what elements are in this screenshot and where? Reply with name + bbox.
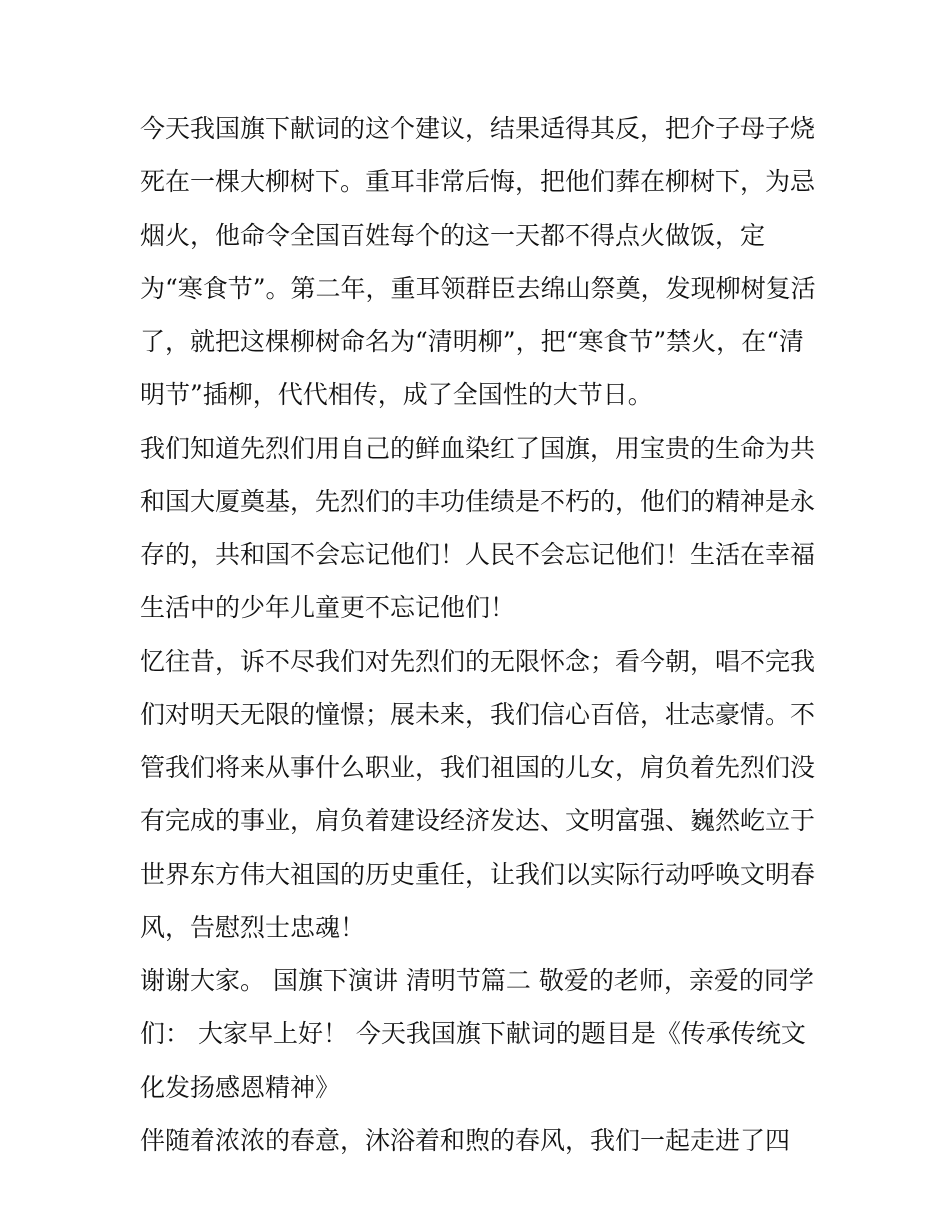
- text-line-3: 烟火，他命令全国百姓每个的这一天都不得点火做饭，定: [140, 220, 766, 250]
- text-line-9: 存的，共和国不会忘记他们！人民不会忘记他们！生活在幸福: [140, 540, 816, 569]
- text-line-7: 我们知道先烈们用自己的鲜血染红了国旗，用宝贵的生命为共: [140, 433, 816, 463]
- text-line-15: 世界东方伟大祖国的历史重任，让我们以实际行动呼唤文明春: [140, 859, 816, 889]
- text-line-6: 明节”插柳，代代相传，成了全国性的大节日。: [140, 380, 653, 410]
- text-line-16: 风，告慰烈士忠魂！: [140, 912, 366, 942]
- text-line-11: 忆往昔，诉不尽我们对先烈们的无限怀念；看今朝，唱不完我: [140, 646, 816, 676]
- text-line-12: 们对明天无限的憧憬；展未来，我们信心百倍，壮志豪情。不: [140, 699, 816, 729]
- text-line-13: 管我们将来从事什么职业，我们祖国的儿女，肩负着先烈们没: [140, 753, 816, 782]
- text-line-19: 化发扬感恩精神》: [140, 1072, 341, 1102]
- text-line-14: 有完成的事业，肩负着建设经济发达、文明富强、巍然屹立于: [140, 806, 816, 836]
- text-line-20: 伴随着浓浓的春意，沐浴着和煦的春风，我们一起走进了四: [140, 1125, 791, 1155]
- text-line-1: 今天我国旗下献词的这个建议，结果适得其反，把介子母子烧: [140, 114, 816, 143]
- text-line-5: 了，就把这棵柳树命名为“清明柳”，把“寒食节”禁火，在“清: [140, 327, 804, 356]
- text-line-2: 死在一棵大柳树下。重耳非常后悔，把他们葬在柳树下，为忌: [140, 167, 816, 197]
- text-line-10: 生活中的少年儿童更不忘记他们！: [140, 593, 516, 623]
- text-line-18: 们： 大家早上好！ 今天我国旗下献词的题目是《传承传统文: [140, 1019, 806, 1049]
- text-line-8: 和国大厦奠基，先烈们的丰功佳绩是不朽的，他们的精神是永: [140, 486, 816, 516]
- document-body: [140, 107, 820, 1172]
- text-line-17: 谢谢大家。 国旗下演讲 清明节篇二 敬爱的老师，亲爱的同学: [140, 966, 814, 995]
- text-line-4: 为“寒食节”。第二年，重耳领群臣去绵山祭奠，发现柳树复活: [140, 273, 816, 303]
